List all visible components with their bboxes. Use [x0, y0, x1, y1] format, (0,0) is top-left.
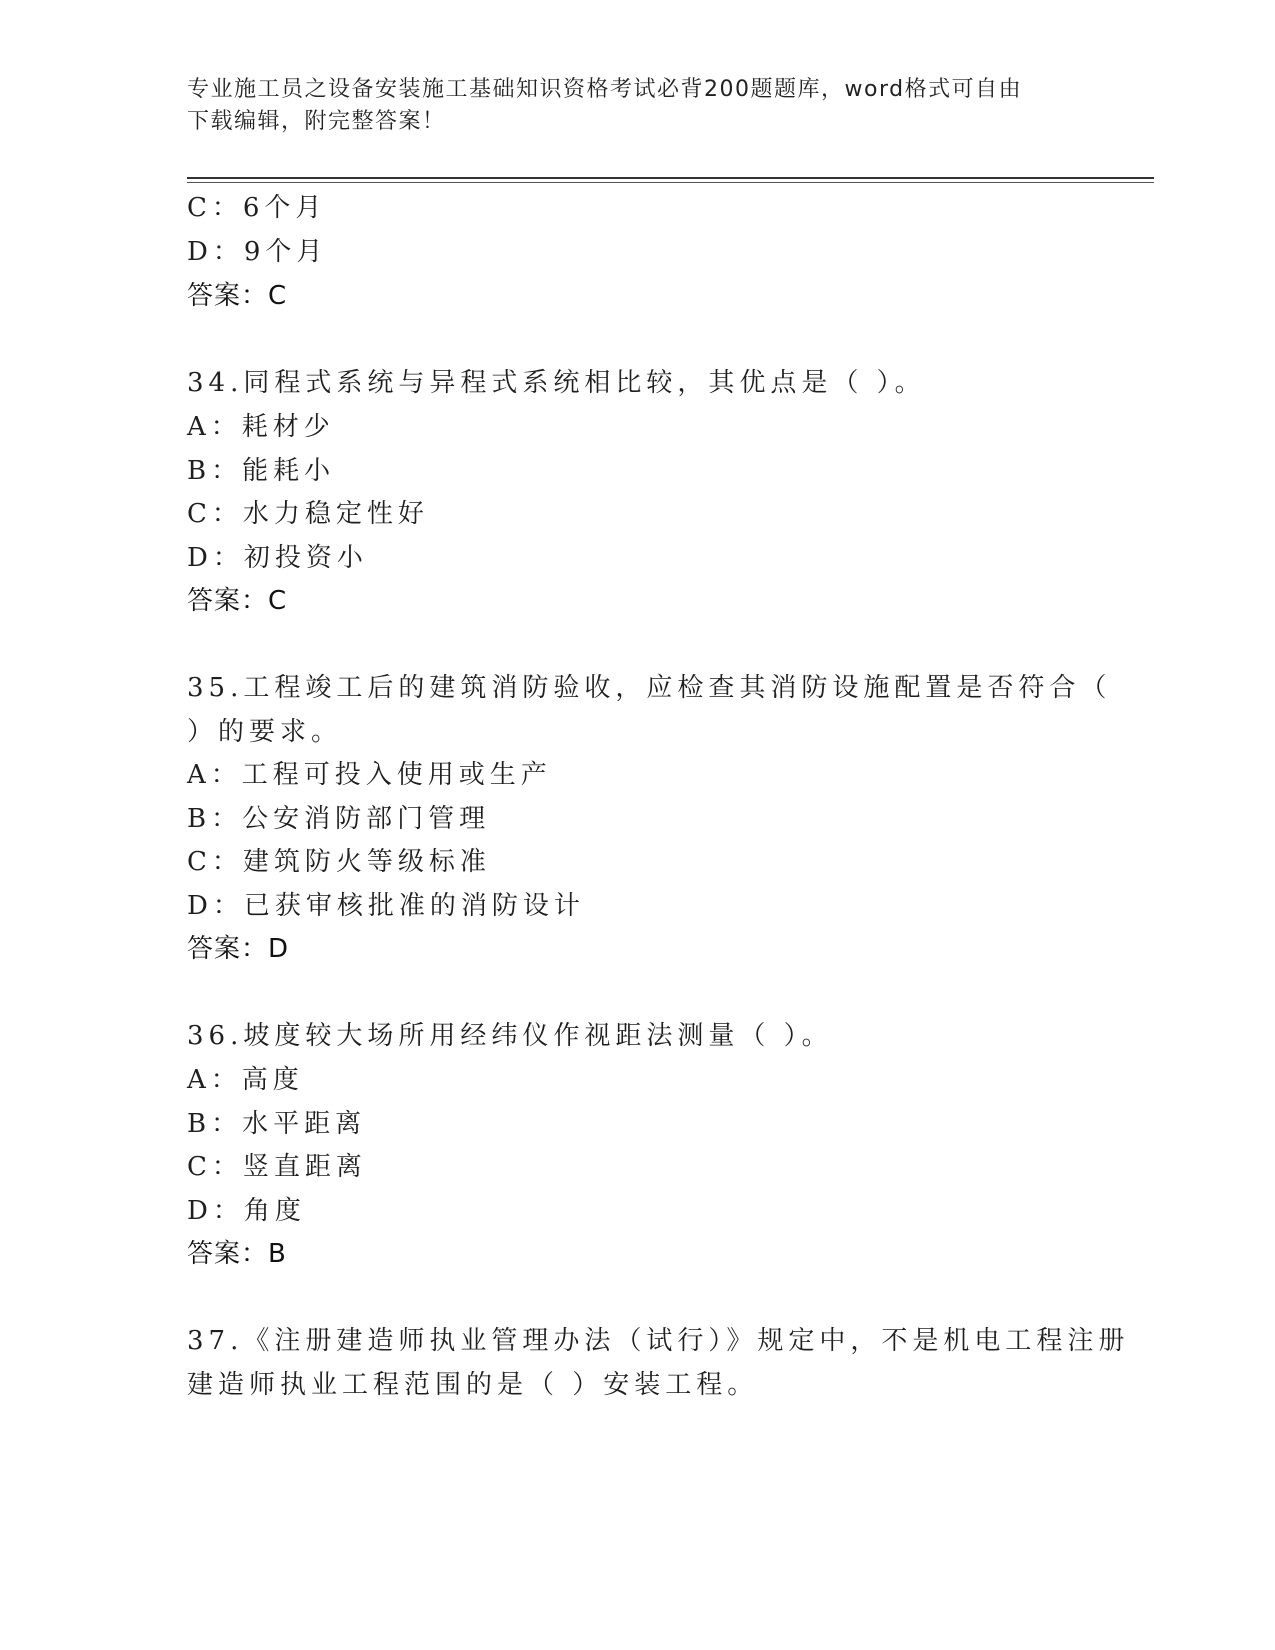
answer: 答案：B	[187, 1239, 287, 1269]
answer: 答案：C	[187, 586, 288, 616]
answer: 答案：C	[187, 281, 288, 311]
option-c: C：6个月	[187, 193, 327, 223]
option-c: C：水力稳定性好	[187, 499, 429, 529]
option-c: C：建筑防火等级标准	[187, 847, 491, 877]
question-stem: 36.坡度较大场所用经纬仪作视距法测量（ ）。	[187, 1021, 833, 1051]
option-b: B：水平距离	[187, 1109, 367, 1139]
option-a: A：工程可投入使用或生产	[187, 760, 552, 790]
option-d: D：9个月	[187, 237, 328, 267]
option-d: D：初投资小	[187, 543, 368, 573]
header-divider-thin	[187, 182, 1154, 183]
header-divider-thick	[187, 177, 1154, 179]
question-stem-continuation: 建造师执业工程范围的是（ ）安装工程。	[187, 1370, 759, 1400]
header-line-1: 专业施工员之设备安装施工基础知识资格考试必背200题题库，word格式可自由	[187, 77, 1023, 102]
option-a: A：耗材少	[187, 412, 335, 442]
document-header	[187, 74, 1087, 138]
header-line-2: 下载编辑，附完整答案！	[187, 109, 446, 134]
option-d: D：已获审核批准的消防设计	[187, 891, 585, 921]
question-stem: 34.同程式系统与异程式系统相比较，其优点是（ ）。	[187, 368, 926, 398]
option-c: C：竖直距离	[187, 1152, 367, 1182]
option-b: B：公安消防部门管理	[187, 804, 491, 834]
question-stem: 35.工程竣工后的建筑消防验收，应检查其消防设施配置是否符合（	[187, 673, 1112, 703]
question-stem: 37.《注册建造师执业管理办法（试行）》规定中，不是机电工程注册	[187, 1326, 1130, 1356]
question-stem-continuation: ）的要求。	[187, 717, 343, 747]
option-b: B：能耗小	[187, 456, 336, 486]
option-d: D：角度	[187, 1196, 306, 1226]
answer: 答案：D	[187, 934, 290, 964]
option-a: A：高度	[187, 1065, 304, 1095]
